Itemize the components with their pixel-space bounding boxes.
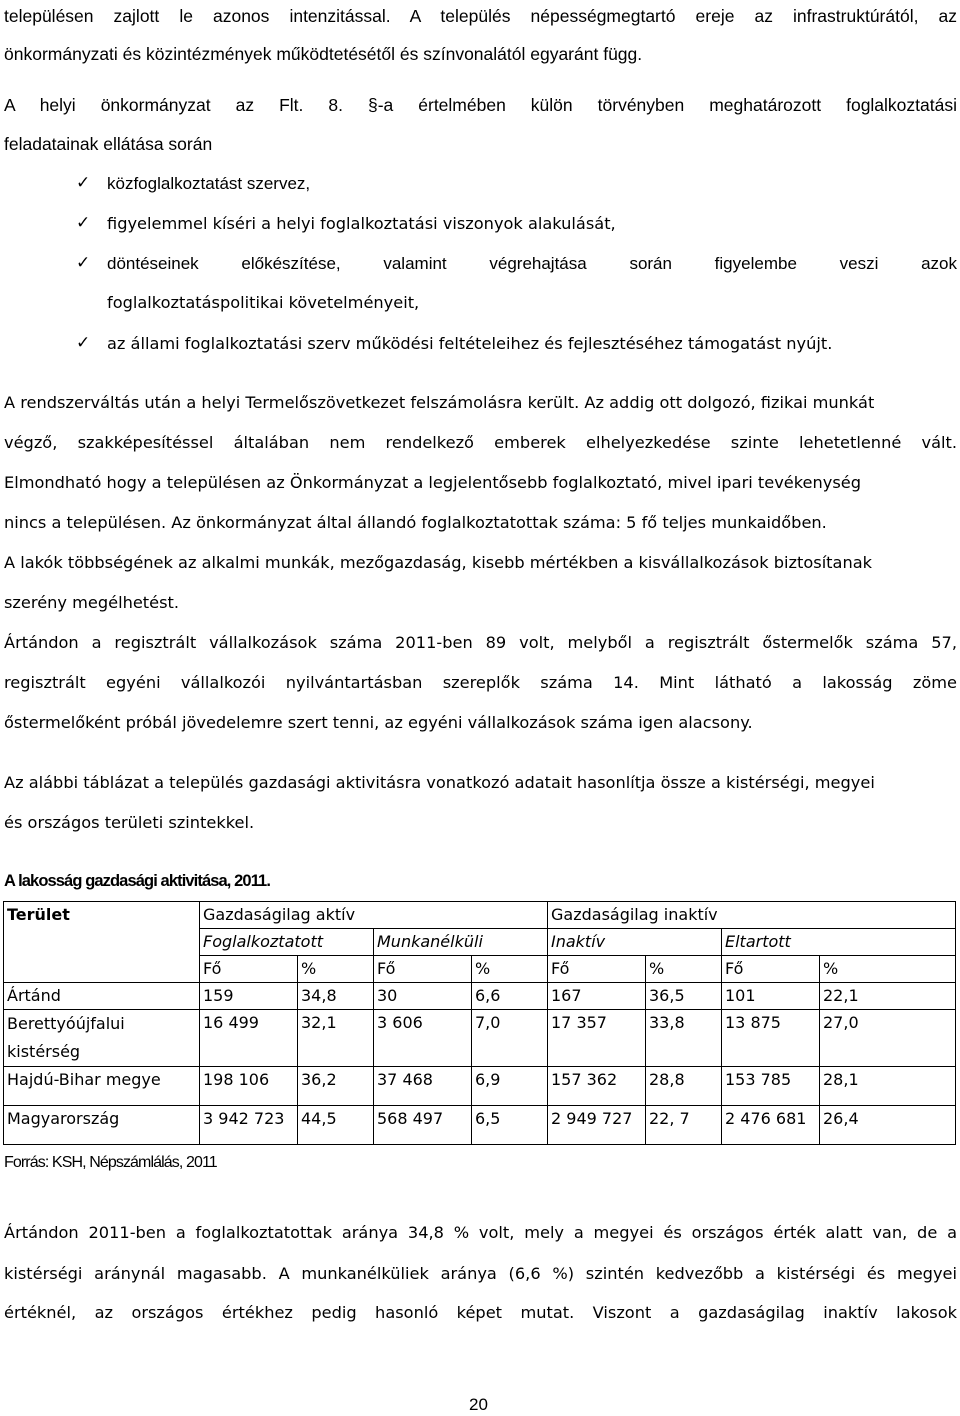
- table-cell: 36,5: [646, 983, 722, 1010]
- table-cell: 13 875: [722, 1010, 820, 1067]
- header-economically-inactive: Gazdaságilag inaktív: [548, 902, 956, 929]
- table-cell: 3 606: [374, 1010, 472, 1067]
- checkmark-icon: ✓: [76, 253, 91, 273]
- closing-line-2: kistérségi aránynál magasabb. A munkanélküliek aránya (6,6 %) szintén kedvezőbb a kistérségi és megyei: [4, 1264, 957, 1283]
- table-cell: 568 497: [374, 1106, 472, 1145]
- header-inactive: Inaktív: [548, 929, 722, 956]
- bullet-item-3-continued: foglalkoztatáspolitikai követelményeit,: [107, 293, 420, 312]
- table-cell: 34,8: [298, 983, 374, 1010]
- table-cell: 16 499: [200, 1010, 298, 1067]
- table-source: Forrás: KSH, Népszámlálás, 2011: [4, 1154, 217, 1171]
- bullet-item-1: közfoglalkoztatást szervez,: [107, 174, 311, 193]
- table-caption: A lakosság gazdasági aktivitása, 2011.: [4, 872, 271, 890]
- header-dependent: Eltartott: [722, 929, 956, 956]
- bullet-item-4: az állami foglalkoztatási szerv működési feltételeihez és fejlesztéséhez támogatást nyújt.: [107, 334, 833, 353]
- closing-line-1: Ártándon 2011-ben a foglalkoztatottak aránya 34,8 % volt, mely a megyei és országos érték alatt van, de a: [4, 1223, 957, 1242]
- intro-line-2: önkormányzati és közintézmények működtetésétől és színvonalától egyaránt függ.: [4, 44, 643, 64]
- table-cell: 17 357: [548, 1010, 646, 1067]
- paragraph-4-line-2: és országos területi szintekkel.: [4, 813, 255, 832]
- table-cell: 36,2: [298, 1067, 374, 1106]
- table-row: [4, 1010, 956, 1067]
- table-cell: 22, 7: [646, 1106, 722, 1145]
- page-number: 20: [469, 1395, 488, 1414]
- table-cell: 6,5: [472, 1106, 548, 1145]
- row-area-line-1: Berettyóújfalui: [7, 1014, 125, 1033]
- economic-activity-table: [3, 901, 956, 1145]
- paragraph-1-line-1: A rendszerváltás után a helyi Termelőszövetkezet felszámolásra került. Az addig ott dolgozó, fizikai munkát: [4, 393, 875, 412]
- table-cell: 153 785: [722, 1067, 820, 1106]
- header-area: Terület: [4, 902, 200, 983]
- row-area: Hajdú-Bihar megye: [4, 1067, 200, 1106]
- table-cell: 32,1: [298, 1010, 374, 1067]
- header-persons: Fő: [374, 956, 472, 983]
- table-cell: 33,8: [646, 1010, 722, 1067]
- table-row: [4, 1067, 956, 1106]
- header-percent: %: [820, 956, 956, 983]
- table-cell: 44,5: [298, 1106, 374, 1145]
- table-cell: 7,0: [472, 1010, 548, 1067]
- table-cell: 167: [548, 983, 646, 1010]
- header-persons: Fő: [722, 956, 820, 983]
- paragraph-1-line-3: Elmondható hogy a településen az Önkormányzat a legjelentősebb foglalkoztató, mivel ipari tevékenység: [4, 473, 862, 492]
- paragraph-2-line-2: szerény megélhetést.: [4, 593, 180, 612]
- table-row: [4, 1106, 956, 1145]
- paragraph-1-line-4: nincs a településen. Az önkormányzat által állandó foglalkoztatottak száma: 5 fő teljes munkaidőben.: [4, 513, 827, 532]
- table-cell: 28,8: [646, 1067, 722, 1106]
- table-cell: 2 949 727: [548, 1106, 646, 1145]
- table-cell: 22,1: [820, 983, 956, 1010]
- table-cell: 28,1: [820, 1067, 956, 1106]
- header-employed: Foglalkoztatott: [200, 929, 374, 956]
- header-economically-active: Gazdaságilag aktív: [200, 902, 548, 929]
- table-cell: 157 362: [548, 1067, 646, 1106]
- bullet-item-2: figyelemmel kíséri a helyi foglalkoztatási viszonyok alakulását,: [107, 214, 616, 233]
- table-cell: 37 468: [374, 1067, 472, 1106]
- checkmark-icon: ✓: [76, 213, 91, 233]
- table-cell: 159: [200, 983, 298, 1010]
- checkmark-icon: ✓: [76, 333, 91, 353]
- table-cell: 3 942 723: [200, 1106, 298, 1145]
- table-cell: 30: [374, 983, 472, 1010]
- paragraph-1-line-2: végző, szakképesítéssel általában nem rendelkező emberek elhelyezkedése szinte lehetetlenné vált.: [4, 433, 957, 452]
- table-header-row: [4, 902, 956, 929]
- paragraph-3-line-2: regisztrált egyéni vállalkozói nyilvántartásban szereplők száma 14. Mint látható a lakosság zöme: [4, 673, 957, 692]
- table-cell: 198 106: [200, 1067, 298, 1106]
- row-area-line-2: kistérség: [7, 1042, 81, 1061]
- paragraph-2-line-1: A lakók többségének az alkalmi munkák, mezőgazdaság, kisebb mértékben a kisvállalkozások biztosítanak: [4, 553, 873, 572]
- paragraph-3-line-1: Ártándon a regisztrált vállalkozások száma 2011-ben 89 volt, melyből a regisztrált őstermelők száma 57,: [4, 633, 957, 652]
- header-percent: %: [646, 956, 722, 983]
- table-cell: 26,4: [820, 1106, 956, 1145]
- table-row: [4, 983, 956, 1010]
- paragraph-4-line-1: Az alábbi táblázat a település gazdasági aktivitásra vonatkozó adatait hasonlítja össze a kistérségi, megyei: [4, 773, 875, 792]
- table-cell: 6,9: [472, 1067, 548, 1106]
- table-cell: 2 476 681: [722, 1106, 820, 1145]
- header-persons: Fő: [548, 956, 646, 983]
- table-cell: 101: [722, 983, 820, 1010]
- header-persons: Fő: [200, 956, 298, 983]
- bullet-item-3: döntéseinek előkészítése, valamint végrehajtása során figyelembe veszi azok: [107, 254, 957, 273]
- header-unemployed: Munkanélküli: [374, 929, 548, 956]
- table-cell: 6,6: [472, 983, 548, 1010]
- header-percent: %: [472, 956, 548, 983]
- row-area: Magyarország: [4, 1106, 200, 1145]
- paragraph-3-line-3: őstermelőként próbál jövedelemre szert tenni, az egyéni vállalkozások száma igen alacsony.: [4, 713, 753, 732]
- table-cell: 27,0: [820, 1010, 956, 1067]
- header-percent: %: [298, 956, 374, 983]
- closing-line-3: értéknél, az országos értékhez pedig hasonló képet mutat. Viszont a gazdaságilag inaktív lakosok: [4, 1303, 957, 1322]
- intro-line-1: településen zajlott le azonos intenzitással. A település népességmegtartó ereje az infrastruktúrától, az: [4, 6, 957, 26]
- intro-line-4: feladatainak ellátása során: [4, 134, 213, 154]
- row-area: Ártánd: [4, 983, 200, 1010]
- checkmark-icon: ✓: [76, 173, 91, 193]
- intro-line-3: A helyi önkormányzat az Flt. 8. §-a értelmében külön törvényben meghatározott foglalkoztatási: [4, 95, 957, 115]
- row-area: [4, 1010, 200, 1067]
